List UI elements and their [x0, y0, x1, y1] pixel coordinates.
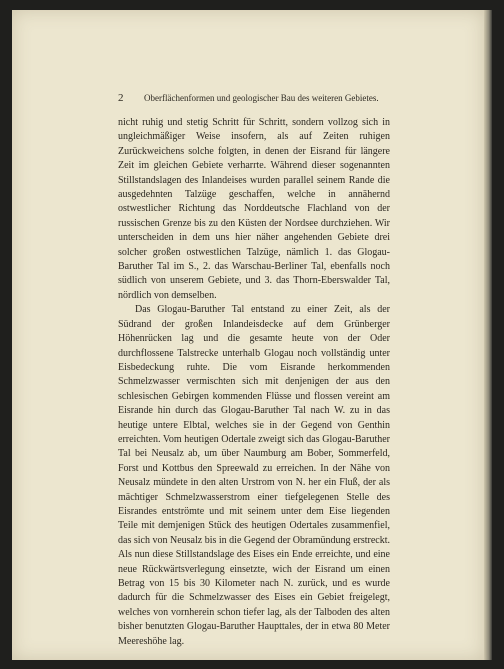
page-number: 2: [118, 92, 124, 104]
running-title: Oberflächenformen und geologischer Bau des weiteren Gebietes.: [144, 93, 379, 103]
page-edge: [484, 10, 492, 660]
running-head: [118, 93, 398, 107]
body-text: [118, 116, 390, 649]
paragraph-continuation: nicht ruhig und stetig Schritt für Schritt, sondern vollzog sich in ungleichmäßiger Weise insofern, als auf Zeiten ruhigen Zurückweichens solche folgten, in denen der Eisrand für längere Zeit im gleichen Gebiete verharrte. Während dieser sogenannten Stillstandslagen des Inlandeises wurden parallel seinem Rande die ausgedehnten Talzüge geschaffen, welche in annähernd ostwestlicher Richtung das Norddeutsche Flachland von der russischen Grenze bis zu den Küsten der Nordsee durchziehen. Wir unterscheiden in dem uns hier näher angehenden Gebiete drei solcher großen ostwestlichen Talzüge, nämlich 1. das Glogau-Baruther Tal im S., 2. das Warschau-Berliner Tal, ebenfalls noch südlich von unserem Gebiete, und 3. das Thorn-Eberswalder Tal, nördlich von demselben.: [118, 117, 390, 301]
paragraph-glogau-baruther-tal: Das Glogau-Baruther Tal entstand zu einer Zeit, als der Südrand der großen Inlandeisdecke auf dem Grünberger Höhenrücken lag und die gesamte heute von der Oder durchflossene Talstrecke unterhalb Glogau noch vollständig unter Eisbedeckung ruhte. Die vom Eisrande herkommenden Schmelzwasser vermischten sich mit denjenigen der aus den schlesischen Gebirgen kommenden Flüsse und flossen vereint am Eisrande hin durch das Glogau-Baruther Tal nach W. zu in das heutige untere Elbtal, welches sie in der Gegend von Genthin erreichten. Vom heutigen Odertale zweigt sich das Glogau-Baruther Tal bei Neusalz ab, um über Naumburg am Bober, Sommerfeld, Forst und Kottbus den Spreewald zu erreichen. In der Nähe von Neusalz mündete in den alten Urstrom von N. her ein Fluß, der als mächtiger Schmelzwasserstrom einer tiefgelegenen Stelle des Eisrandes entströmte und mit seinem unter dem Eise liegenden Teile mit demjenigen Stück des heutigen Odertales zusammenfiel, das sich von Neusalz bis in die Gegend der Obramündung erstreckt. Als nun diese Stillstandslage des Eises ein Ende erreichte, und eine neue Rückwärtsverlegung einsetzte, wich der Eisrand um einen Betrag von 15 bis 30 Kilometer nach N. zurück, und es wurde dadurch für die Schmelzwasser des Eises ein Gebiet freigelegt, welches von vornherein schon tiefer lag, als der Talboden des alten bisher benutzten Glogau-Baruther Haupttales, der in etwa 80 Meter Meereshöhe lag.: [118, 304, 390, 647]
